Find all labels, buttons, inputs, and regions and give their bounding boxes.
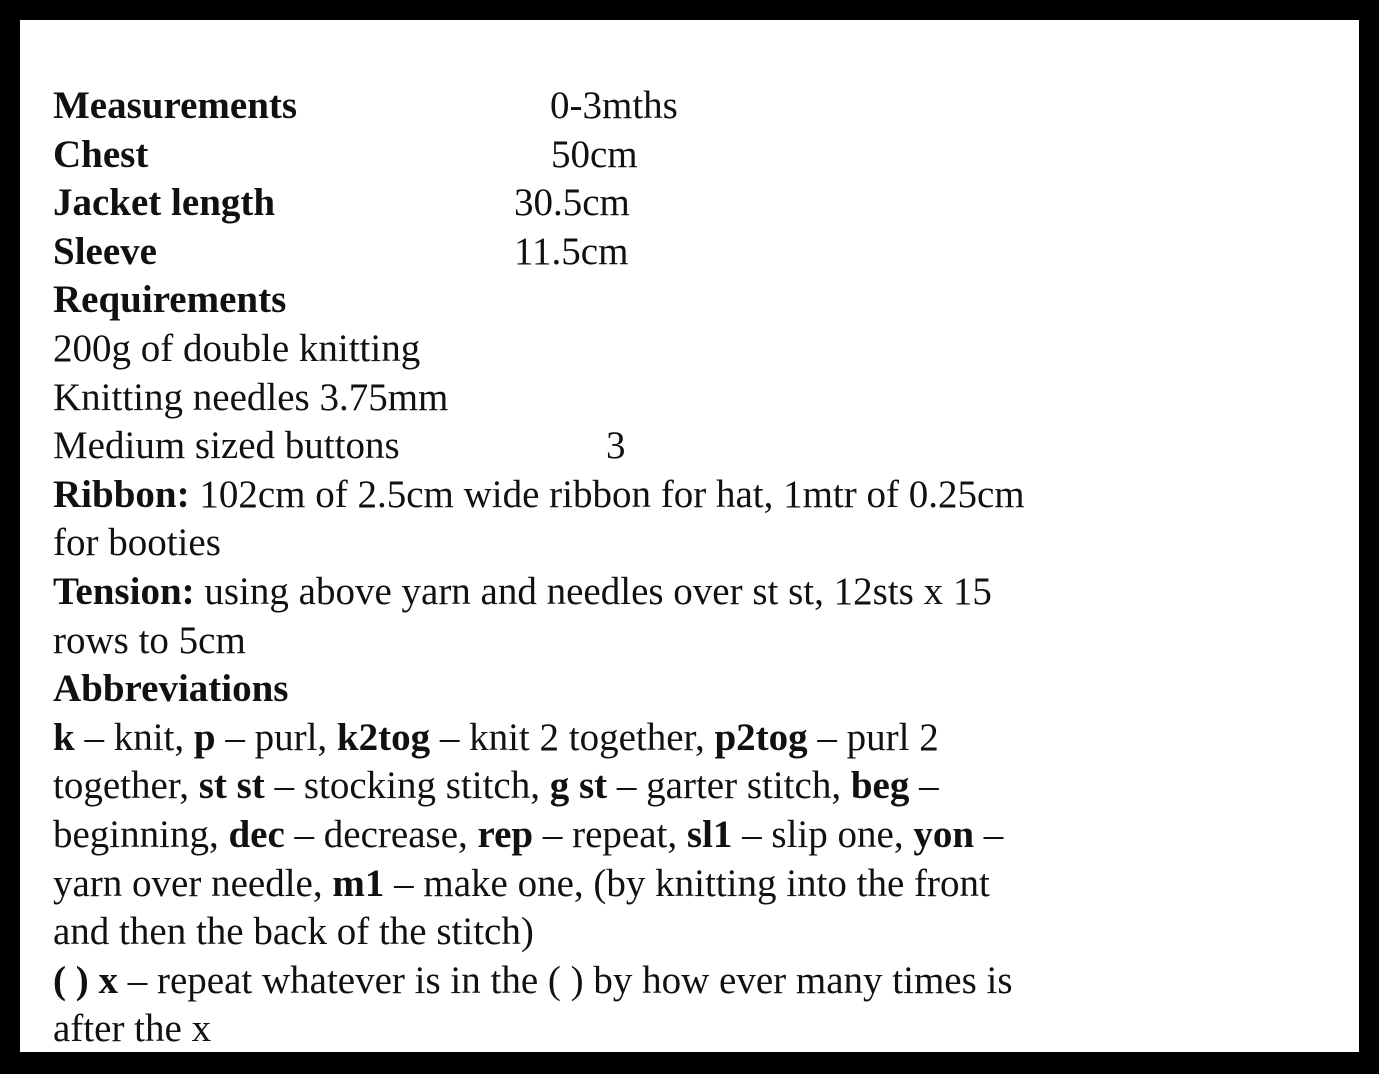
abbreviation-definition: – purl 2	[807, 715, 939, 759]
tension-label: Tension:	[53, 569, 195, 613]
abbreviations-heading: Abbreviations	[53, 667, 289, 711]
abbreviation-term: beg	[850, 764, 910, 808]
abbreviation-term: m1	[332, 861, 385, 905]
abbreviations-line	[53, 908, 1343, 957]
abbreviation-definition: – stocking stitch,	[264, 764, 550, 808]
abbreviation-term: ( ) x	[53, 958, 118, 1002]
ribbon-label: Ribbon:	[53, 472, 190, 516]
chest-label: Chest	[53, 132, 149, 176]
abbreviations-line	[53, 860, 1343, 909]
abbreviation-definition: – repeat,	[533, 812, 687, 856]
abbreviation-definition: and then the back of the stitch)	[53, 910, 534, 954]
sleeve-label: Sleeve	[53, 229, 157, 273]
abbreviation-definition: together,	[53, 764, 199, 808]
abbreviation-definition: beginning,	[53, 812, 229, 856]
needles-requirement: Knitting needles 3.75mm	[53, 375, 449, 419]
abbreviation-definition: – slip one,	[732, 812, 914, 856]
sleeve-value: 11.5cm	[514, 229, 629, 273]
abbreviations-line	[53, 762, 1343, 811]
pattern-page	[20, 20, 1359, 1052]
measurements-row	[53, 82, 1343, 131]
abbreviation-term: dec	[228, 812, 285, 856]
abbreviations-line	[53, 957, 1343, 1006]
yarn-requirement: 200g of double knitting	[53, 326, 421, 370]
sleeve-row	[53, 228, 1343, 277]
pattern-content	[53, 82, 1343, 1054]
buttons-label: Medium sized buttons	[53, 424, 400, 468]
abbreviation-term: sl1	[686, 812, 733, 856]
abbreviation-term: yon	[913, 812, 975, 856]
jacket-length-value: 30.5cm	[514, 181, 630, 225]
abbreviation-term: p2tog	[714, 715, 808, 759]
abbreviation-definition: – purl,	[215, 715, 337, 759]
requirements-heading: Requirements	[53, 278, 287, 322]
abbreviation-term: g st	[549, 764, 608, 808]
tension-line-continued: rows to 5cm	[53, 618, 246, 662]
abbreviation-term: st st	[198, 764, 265, 808]
tension-line	[53, 568, 1343, 617]
abbreviation-term: k2tog	[336, 715, 431, 759]
chest-value: 50cm	[551, 132, 638, 176]
abbreviation-definition: – decrease,	[284, 812, 478, 856]
abbreviation-definition: – knit 2 together,	[430, 715, 715, 759]
abbreviation-definition: after the x	[53, 1007, 212, 1051]
chest-row	[53, 131, 1343, 180]
abbreviations-line	[53, 811, 1343, 860]
abbreviation-term: rep	[477, 812, 534, 856]
buttons-row	[53, 422, 1343, 471]
abbreviation-definition: yarn over needle,	[53, 861, 333, 905]
jacket-length-row	[53, 179, 1343, 228]
abbreviation-definition: –	[974, 812, 1004, 856]
abbreviation-definition: – make one, (by knitting into the front	[384, 861, 990, 905]
abbreviation-term: p	[193, 715, 216, 759]
ribbon-line	[53, 471, 1343, 520]
measurements-heading: Measurements	[53, 84, 298, 127]
buttons-count: 3	[606, 424, 626, 468]
abbreviation-definition: – knit,	[74, 715, 194, 759]
size-value: 0-3mths	[550, 84, 678, 127]
abbreviations-line	[53, 1005, 1343, 1054]
ribbon-text: 102cm of 2.5cm wide ribbon for hat, 1mtr of 0.25cm	[189, 472, 1025, 516]
jacket-length-label: Jacket length	[53, 181, 276, 225]
tension-text: using above yarn and needles over st st, 12sts x 15	[194, 569, 992, 613]
ribbon-line-continued: for booties	[53, 521, 221, 565]
abbreviation-definition: – repeat whatever is in the ( ) by how ever many times is	[117, 958, 1013, 1002]
abbreviations-list	[53, 714, 1343, 1054]
abbreviations-line	[53, 714, 1343, 763]
abbreviation-definition: –	[909, 764, 939, 808]
abbreviation-definition: – garter stitch,	[607, 764, 851, 808]
abbreviation-term: k	[53, 715, 75, 759]
